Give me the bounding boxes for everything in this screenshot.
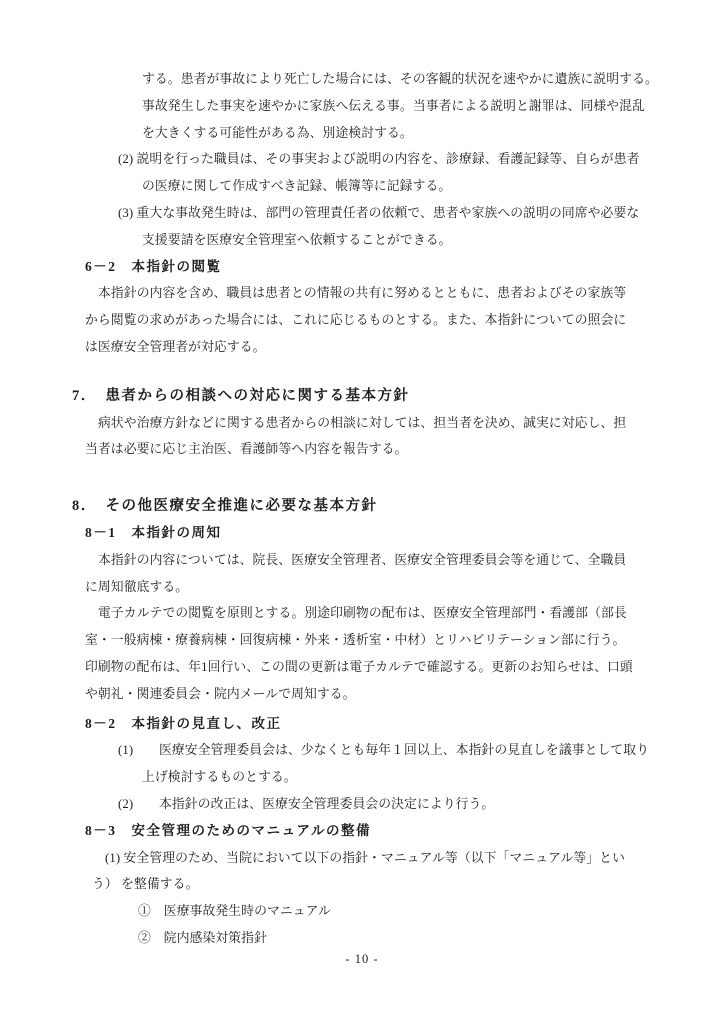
body-line: 病状や治療方針などに関する患者からの相談に対しては、担当者を決め、誠実に対応し、担	[98, 415, 627, 430]
body-line: や朝礼・関連委員会・院内メールで周知する。	[85, 686, 356, 701]
section-spacer	[0, 361, 724, 383]
heading-8-3: 8－3 安全管理のためのマニュアルの整備	[85, 822, 371, 838]
body-line: の医療に関して作成すべき記録、帳簿等に記録する。	[142, 179, 452, 194]
body-line: 本指針の内容を含め、職員は患者との情報の共有に努めるとともに、患者およびその家族等	[98, 286, 627, 301]
heading-7: 7． 患者からの相談への対応に関する基本方針	[72, 387, 410, 404]
section-spacer	[0, 463, 724, 493]
body-line: う） を整備する。	[92, 877, 199, 892]
heading-8-1: 8－1 本指針の周知	[85, 524, 222, 540]
heading-8-2: 8－2 本指針の見直し、改正	[85, 715, 282, 731]
heading-8: 8． その他医療安全推進に必要な基本方針	[72, 498, 378, 515]
body-line: 事故発生した事実を速やかに家族へ伝える事。当事者による説明と謝罪は、同様や混乱	[142, 98, 645, 113]
list-item-2: (2) 本指針の改正は、医療安全管理委員会の決定により行う。	[118, 796, 495, 811]
body-line: に周知徹底する。	[85, 579, 189, 594]
page-number: - 10 -	[345, 952, 379, 966]
body-line: から閲覧の求めがあった場合には、これに応じるものとする。また、本指針についての照会に	[85, 313, 627, 328]
body-line: 当者は必要に応じ主治医、看護師等へ内容を報告する。	[85, 442, 408, 457]
heading-6-2: 6－2 本指針の閲覧	[85, 258, 222, 274]
body-line: 室・一般病棟・療養病棟・回復病棟・外来・透析室・中材）とリハビリテーション部に行う。	[85, 633, 626, 648]
body-line: を大きくする可能性がある為、別途検討する。	[142, 125, 413, 140]
list-item-3: (3) 重大な事故発生時は、部門の管理責任者の依頼で、患者や家族への説明の同席や必要な	[118, 205, 640, 220]
numbered-item-1: ① 医療事故発生時のマニュアル	[138, 904, 331, 919]
body-line: 支援要請を医療安全管理室へ依頼することができる。	[142, 232, 452, 247]
body-line: 上げ検討するものとする。	[142, 770, 297, 785]
body-line: は医療安全管理者が対応する。	[85, 339, 266, 354]
numbered-item-2: ② 院内感染対策指針	[138, 930, 267, 945]
list-item-1: (1) 安全管理のため、当院において以下の指針・マニュアル等（以下「マニュアル等」とい	[105, 850, 625, 865]
body-line: 電子カルテでの閲覧を原則とする。別途印刷物の配布は、医療安全管理部門・看護部（部長	[98, 606, 627, 621]
list-item-1: (1) 医療安全管理委員会は、少なくとも毎年１回以上、本指針の見直しを議事として取り	[118, 743, 650, 758]
body-line: 本指針の内容については、院長、医療安全管理者、医療安全管理委員会等を通じて、全職員	[98, 552, 627, 567]
body-line: 印刷物の配布は、年1回行い、この間の更新は電子カルテで確認する。更新のお知らせは、口頭	[85, 659, 633, 674]
body-line: する。患者が事故により死亡した場合には、その客観的状況を速やかに遺族に説明する。	[142, 72, 658, 86]
list-item-2: (2) 説明を行った職員は、その事実および説明の内容を、診療録、看護記録等、自らが患者	[118, 152, 640, 167]
